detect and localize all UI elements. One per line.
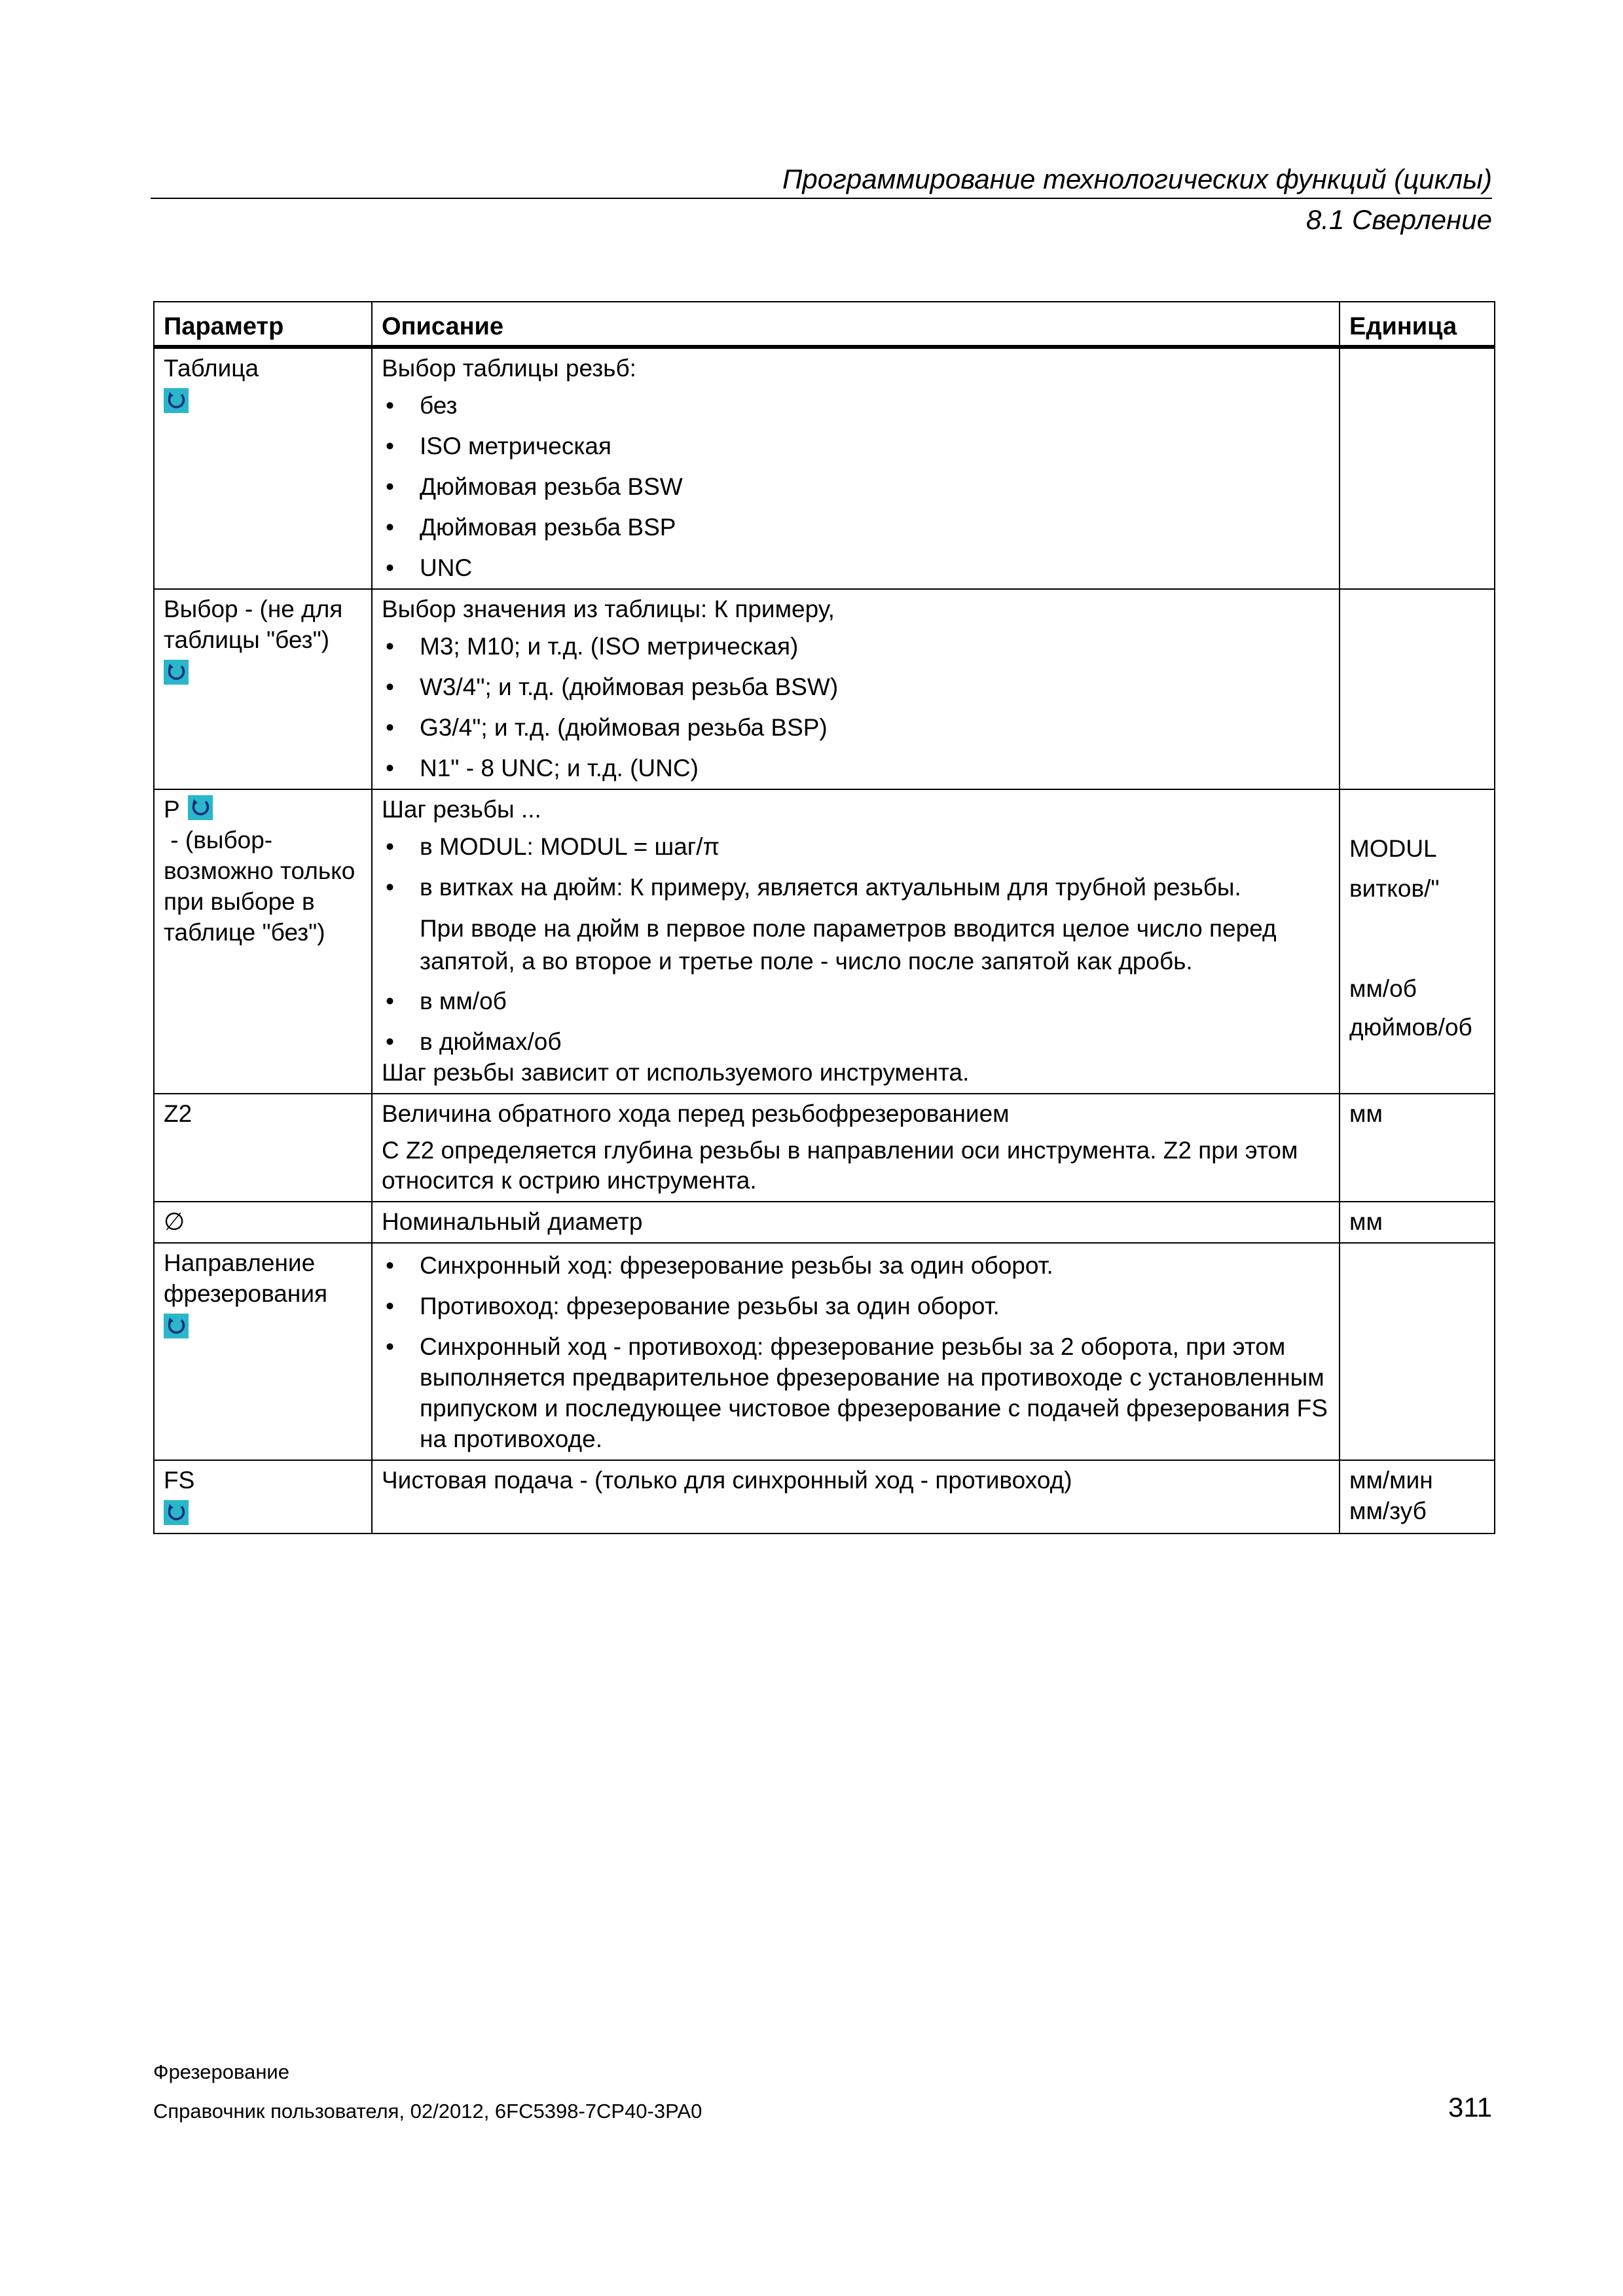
table-row: [154, 1460, 1495, 1534]
description-lead: Величина обратного хода перед резьбофрезерованием: [382, 1100, 1010, 1127]
unit-cell: [1340, 347, 1495, 589]
unit-cell: [1340, 1202, 1495, 1243]
description-cell: [372, 789, 1340, 1094]
list-item: • ISO метрическая: [382, 431, 1331, 461]
page-number: 311: [1448, 2092, 1492, 2123]
parameter-table: [153, 301, 1495, 1534]
table-row: [154, 1202, 1495, 1243]
param-cell: [154, 589, 372, 789]
param-cell: [154, 1460, 372, 1534]
option-list: [382, 986, 1331, 1057]
list-item: • в MODUL: MODUL = шаг/π: [382, 831, 1331, 862]
param-name: Направление: [164, 1249, 316, 1276]
description-cell: [372, 589, 1340, 789]
cycle-toggle-icon: [188, 795, 213, 820]
list-item: • G3/4"; и т.д. (дюймовая резьба BSP): [382, 712, 1331, 743]
unit-cell: [1340, 789, 1495, 1094]
list-item: • Синхронный ход - противоход: фрезерование резьбы за 2 оборота, при этом выполняется предварительное фрезерование на противоходе с установленным припуском и последующее чистовое фрезерование с подачей фрезерования FS на противоходе.: [382, 1331, 1331, 1454]
list-item: • M3; M10; и т.д. (ISO метрическая): [382, 631, 1331, 662]
table-row: [154, 1094, 1495, 1202]
description-note: При вводе на дюйм в первое поле параметров вводится целое число перед запятой, а во второе и третье поле - число после запятой как дробь.: [420, 915, 1277, 975]
unit-cell: [1340, 589, 1495, 789]
description-footnote: Шаг резьбы зависит от используемого инструмента.: [382, 1059, 970, 1086]
unit-value: MODUL: [1349, 835, 1437, 862]
column-header-parameter: Параметр: [154, 302, 372, 347]
cycle-toggle-icon: [164, 388, 189, 413]
unit-value: витков/": [1349, 875, 1440, 902]
option-list: [382, 1250, 1331, 1454]
list-item: • Дюймовая резьба BSW: [382, 471, 1331, 502]
param-name: Выбор - (не для: [164, 596, 343, 622]
option-list: [382, 390, 1331, 583]
unit-cell: [1340, 1243, 1495, 1460]
param-note: таблице "без"): [164, 919, 325, 946]
footer-book-title: Фрезерование: [153, 2060, 289, 2083]
description-cell: [372, 1094, 1340, 1202]
description-text: С Z2 определяется глубина резьбы в направлении оси инструмента. Z2 при этом относится к острию инструмента.: [382, 1137, 1298, 1194]
param-name: FS: [164, 1467, 195, 1494]
param-note: - (выбор-: [164, 827, 273, 853]
param-name-continued: таблицы "без"): [164, 626, 330, 653]
option-list: [382, 831, 1331, 903]
description-cell: [372, 1243, 1340, 1460]
list-item: • UNC: [382, 552, 1331, 583]
list-item: • в мм/об: [382, 986, 1331, 1016]
unit-cell: [1340, 1460, 1495, 1534]
list-item: • в дюймах/об: [382, 1026, 1331, 1057]
list-item: • в витках на дюйм: К примеру, является актуальным для трубной резьбы.: [382, 872, 1331, 903]
list-item: • Дюймовая резьба BSP: [382, 512, 1331, 543]
param-cell: [154, 347, 372, 589]
description-text: Номинальный диаметр: [382, 1208, 643, 1235]
param-cell: [154, 789, 372, 1094]
param-cell: [154, 1243, 372, 1460]
list-item: • W3/4"; и т.д. (дюймовая резьба BSW): [382, 672, 1331, 702]
description-cell: [372, 347, 1340, 589]
table-header-row: [154, 302, 1495, 347]
param-note: при выборе в: [164, 888, 315, 915]
param-name: ∅: [164, 1208, 185, 1235]
param-cell: [154, 1094, 372, 1202]
param-name: Z2: [164, 1100, 192, 1127]
description-text: Чистовая подача - (только для синхронный ход - противоход): [382, 1467, 1072, 1494]
param-name-continued: фрезерования: [164, 1280, 328, 1307]
unit-value: мм/зуб: [1349, 1498, 1427, 1524]
footer-manual-info: Справочник пользователя, 02/2012, 6FC5398-7CP40-3PA0: [153, 2100, 702, 2123]
option-list: [382, 631, 1331, 783]
description-lead: Выбор таблицы резьб:: [382, 355, 636, 382]
table-row: [154, 789, 1495, 1094]
param-name: Таблица: [164, 355, 259, 382]
list-item: • без: [382, 390, 1331, 421]
chapter-title: Программирование технологических функций (циклы): [782, 164, 1492, 194]
table-row: [154, 347, 1495, 589]
cycle-toggle-icon: [164, 1314, 189, 1338]
unit-value: мм/об: [1349, 975, 1417, 1002]
description-lead: Выбор значения из таблицы: К примеру,: [382, 596, 835, 622]
description-lead: Шаг резьбы ...: [382, 796, 541, 823]
list-item: • Синхронный ход: фрезерование резьбы за один оборот.: [382, 1250, 1331, 1281]
section-title: 8.1 Сверление: [1305, 204, 1492, 235]
unit-value: мм/мин: [1349, 1467, 1433, 1494]
cycle-toggle-icon: [164, 1500, 189, 1525]
list-item: • N1" - 8 UNC; и т.д. (UNC): [382, 753, 1331, 783]
table-row: [154, 589, 1495, 789]
list-item: • Противоход: фрезерование резьбы за один оборот.: [382, 1291, 1331, 1321]
unit-value: дюймов/об: [1349, 1014, 1472, 1041]
column-header-unit: Единица: [1340, 302, 1495, 347]
cycle-toggle-icon: [164, 660, 189, 685]
param-note: возможно только: [164, 857, 356, 884]
unit-value: мм: [1349, 1100, 1383, 1127]
table-row: [154, 1243, 1495, 1460]
unit-value: мм: [1349, 1208, 1383, 1235]
param-name: P: [164, 796, 180, 823]
header-rule: [151, 198, 1492, 199]
description-cell: [372, 1202, 1340, 1243]
column-header-description: Описание: [372, 302, 1340, 347]
unit-cell: [1340, 1094, 1495, 1202]
description-cell: [372, 1460, 1340, 1534]
param-cell: [154, 1202, 372, 1243]
